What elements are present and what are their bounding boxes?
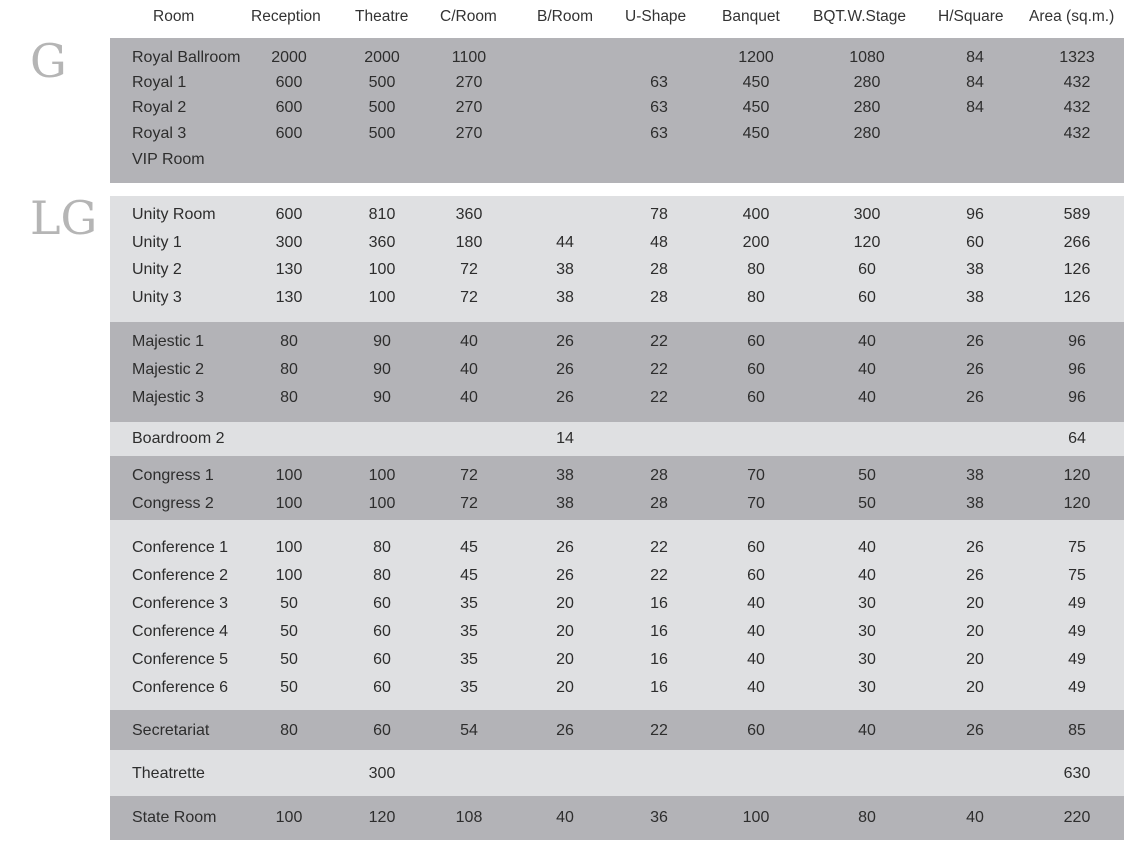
capacity-value: 50	[858, 467, 876, 484]
capacity-value: 26	[966, 567, 984, 584]
capacity-value: 26	[966, 333, 984, 350]
capacity-value: 48	[650, 234, 668, 251]
capacity-value: 72	[460, 467, 478, 484]
capacity-value: 63	[650, 125, 668, 142]
capacity-value: 100	[275, 809, 303, 826]
capacity-value: 50	[858, 495, 876, 512]
column-header: Theatre	[355, 8, 409, 25]
capacity-value: 60	[747, 539, 765, 556]
capacity-value: 40	[858, 539, 876, 556]
table-row	[110, 122, 1124, 148]
capacity-value: 35	[460, 679, 478, 696]
capacity-value: 120	[1063, 495, 1091, 512]
capacity-value: 45	[460, 567, 478, 584]
capacity-value: 60	[747, 333, 765, 350]
table-section	[110, 750, 1124, 796]
capacity-value: 22	[650, 389, 668, 406]
capacity-value: 80	[747, 289, 765, 306]
capacity-value: 500	[368, 99, 396, 116]
capacity-value: 49	[1068, 651, 1086, 668]
capacity-value: 28	[650, 467, 668, 484]
capacity-value: 49	[1068, 595, 1086, 612]
capacity-value: 80	[280, 333, 298, 350]
capacity-value: 60	[373, 623, 391, 640]
capacity-value: 28	[650, 289, 668, 306]
room-name: Conference 3	[132, 595, 229, 612]
capacity-value: 432	[1063, 74, 1091, 91]
capacity-value: 40	[556, 809, 574, 826]
capacity-value: 16	[650, 595, 668, 612]
table-row	[110, 330, 1124, 356]
table-row	[110, 806, 1124, 832]
capacity-value: 84	[966, 49, 984, 66]
capacity-value: 120	[1063, 467, 1091, 484]
capacity-value: 20	[556, 623, 574, 640]
capacity-value: 44	[556, 234, 574, 251]
table-section	[110, 456, 1124, 520]
capacity-value: 96	[1068, 361, 1086, 378]
capacity-value: 100	[368, 289, 396, 306]
capacity-value: 60	[747, 567, 765, 584]
table-row	[110, 719, 1124, 745]
capacity-value: 26	[556, 333, 574, 350]
capacity-value: 38	[966, 467, 984, 484]
room-name: Conference 1	[132, 539, 229, 556]
room-name: Unity 3	[132, 289, 182, 306]
table-row	[110, 676, 1124, 702]
capacity-value: 600	[275, 99, 303, 116]
capacity-value: 2000	[271, 49, 307, 66]
capacity-value: 600	[275, 74, 303, 91]
column-header: Area (sq.m.)	[1029, 8, 1115, 25]
capacity-value: 96	[1068, 333, 1086, 350]
capacity-value: 38	[966, 495, 984, 512]
capacity-value: 630	[1063, 765, 1091, 782]
room-name: Unity Room	[132, 206, 216, 223]
table-row	[110, 762, 1124, 788]
capacity-value: 96	[1068, 389, 1086, 406]
capacity-value: 22	[650, 567, 668, 584]
capacity-value: 450	[742, 125, 770, 142]
table-row	[110, 258, 1124, 284]
capacity-value: 80	[858, 809, 876, 826]
capacity-value: 26	[556, 361, 574, 378]
capacity-value: 26	[556, 722, 574, 739]
room-name: Majestic 1	[132, 333, 205, 350]
room-name: Secretariat	[132, 722, 210, 739]
capacity-value: 40	[747, 679, 765, 696]
capacity-value: 100	[275, 539, 303, 556]
capacity-value: 600	[275, 206, 303, 223]
room-name: Unity 1	[132, 234, 182, 251]
capacity-value: 38	[556, 495, 574, 512]
capacity-value: 30	[858, 651, 876, 668]
capacity-value: 16	[650, 679, 668, 696]
room-name: Royal 3	[132, 125, 187, 142]
capacity-value: 432	[1063, 99, 1091, 116]
capacity-value: 26	[966, 539, 984, 556]
table-section	[110, 322, 1124, 422]
capacity-value: 100	[368, 261, 396, 278]
capacity-value: 54	[460, 722, 478, 739]
capacity-value: 75	[1068, 567, 1086, 584]
capacity-value: 60	[966, 234, 984, 251]
capacity-value: 26	[966, 389, 984, 406]
capacity-value: 2000	[364, 49, 400, 66]
capacity-value: 38	[556, 467, 574, 484]
capacity-value: 80	[747, 261, 765, 278]
capacity-value: 40	[460, 389, 478, 406]
capacity-value: 60	[373, 595, 391, 612]
room-name: Royal 1	[132, 74, 187, 91]
capacity-value: 280	[853, 74, 881, 91]
room-name: State Room	[132, 809, 217, 826]
room-name: Conference 2	[132, 567, 229, 584]
capacity-value: 63	[650, 99, 668, 116]
capacity-value: 1200	[738, 49, 774, 66]
table-section	[110, 196, 1124, 322]
capacity-value: 360	[368, 234, 396, 251]
capacity-value: 30	[858, 623, 876, 640]
capacity-value: 500	[368, 125, 396, 142]
column-header: H/Square	[938, 8, 1004, 25]
column-header: Banquet	[722, 8, 780, 25]
capacity-value: 300	[853, 206, 881, 223]
capacity-value: 49	[1068, 623, 1086, 640]
capacity-value: 22	[650, 361, 668, 378]
room-name: Royal Ballroom	[132, 49, 241, 66]
column-header: BQT.W.Stage	[813, 8, 907, 25]
capacity-value: 40	[747, 623, 765, 640]
capacity-value: 63	[650, 74, 668, 91]
capacity-value: 84	[966, 99, 984, 116]
capacity-value: 90	[373, 333, 391, 350]
capacity-value: 50	[280, 679, 298, 696]
capacity-value: 80	[280, 722, 298, 739]
capacity-value: 100	[275, 567, 303, 584]
room-name: Majestic 2	[132, 361, 205, 378]
capacity-value: 40	[747, 595, 765, 612]
capacity-value: 22	[650, 539, 668, 556]
capacity-value: 60	[373, 679, 391, 696]
capacity-value: 60	[858, 289, 876, 306]
table-row	[110, 648, 1124, 674]
table-row	[110, 620, 1124, 646]
capacity-value: 108	[455, 809, 483, 826]
capacity-value: 600	[275, 125, 303, 142]
table-section	[110, 710, 1124, 750]
capacity-value: 60	[747, 389, 765, 406]
capacity-value: 70	[747, 467, 765, 484]
capacity-value: 80	[280, 361, 298, 378]
capacity-value: 60	[373, 722, 391, 739]
capacity-value: 450	[742, 74, 770, 91]
column-header: U-Shape	[625, 8, 687, 25]
room-name: Unity 2	[132, 261, 182, 278]
capacity-value: 90	[373, 389, 391, 406]
column-header: C/Room	[440, 8, 497, 25]
capacity-value: 38	[556, 261, 574, 278]
capacity-value: 270	[455, 74, 483, 91]
capacity-value: 35	[460, 623, 478, 640]
capacity-value: 96	[966, 206, 984, 223]
capacity-value: 280	[853, 125, 881, 142]
table-row	[110, 358, 1124, 384]
capacity-value: 26	[556, 389, 574, 406]
table-row	[110, 592, 1124, 618]
capacity-value: 280	[853, 99, 881, 116]
capacity-value: 40	[858, 722, 876, 739]
table-section	[110, 422, 1124, 456]
capacity-value: 270	[455, 99, 483, 116]
capacity-value: 120	[853, 234, 881, 251]
capacity-value: 75	[1068, 539, 1086, 556]
capacity-value: 60	[747, 722, 765, 739]
capacity-value: 36	[650, 809, 668, 826]
capacity-value: 130	[275, 289, 303, 306]
capacity-value: 60	[858, 261, 876, 278]
capacity-value: 100	[368, 495, 396, 512]
capacity-value: 1100	[451, 49, 487, 66]
room-name: Congress 2	[132, 495, 214, 512]
column-header: B/Room	[537, 8, 593, 25]
table-row	[110, 286, 1124, 312]
capacity-value: 49	[1068, 679, 1086, 696]
capacity-value: 20	[556, 595, 574, 612]
capacity-value: 100	[275, 495, 303, 512]
capacity-value: 35	[460, 595, 478, 612]
capacity-value: 50	[280, 623, 298, 640]
capacity-value: 22	[650, 722, 668, 739]
room-name: Majestic 3	[132, 389, 205, 406]
capacity-value: 16	[650, 623, 668, 640]
capacity-value: 50	[280, 595, 298, 612]
capacity-value: 360	[455, 206, 483, 223]
capacity-value: 26	[556, 567, 574, 584]
room-name: VIP Room	[132, 151, 205, 168]
capacity-value: 400	[742, 206, 770, 223]
capacity-value: 20	[966, 595, 984, 612]
capacity-value: 40	[858, 333, 876, 350]
capacity-value: 22	[650, 333, 668, 350]
capacity-value: 432	[1063, 125, 1091, 142]
capacity-value: 40	[747, 651, 765, 668]
capacity-value: 80	[373, 539, 391, 556]
table-section	[110, 38, 1124, 183]
capacity-value: 60	[373, 651, 391, 668]
capacity-value: 126	[1063, 261, 1091, 278]
capacity-value: 64	[1068, 430, 1086, 447]
capacity-value: 85	[1068, 722, 1086, 739]
capacity-value: 84	[966, 74, 984, 91]
table-section	[110, 796, 1124, 840]
capacity-value: 500	[368, 74, 396, 91]
room-name: Congress 1	[132, 467, 214, 484]
capacity-value: 72	[460, 289, 478, 306]
table-row	[110, 46, 1124, 72]
capacity-value: 60	[747, 361, 765, 378]
table-row	[110, 464, 1124, 490]
table-row	[110, 148, 1124, 174]
capacity-value: 30	[858, 595, 876, 612]
capacity-value: 38	[556, 289, 574, 306]
room-name: Conference 4	[132, 623, 229, 640]
capacity-value: 40	[460, 361, 478, 378]
capacity-value: 20	[966, 623, 984, 640]
capacity-value: 1080	[849, 49, 885, 66]
capacity-value: 45	[460, 539, 478, 556]
capacity-value: 14	[556, 430, 574, 447]
column-header: Room	[153, 8, 195, 25]
table-row	[110, 386, 1124, 412]
capacity-value: 40	[858, 389, 876, 406]
floor-label-g: G	[30, 34, 67, 88]
room-name: Conference 6	[132, 679, 229, 696]
table-row	[110, 71, 1124, 97]
table-section	[110, 520, 1124, 710]
capacity-value: 220	[1063, 809, 1091, 826]
capacity-value: 30	[858, 679, 876, 696]
table-row	[110, 96, 1124, 122]
capacity-value: 40	[858, 567, 876, 584]
column-header: Reception	[251, 8, 321, 25]
capacity-value: 35	[460, 651, 478, 668]
capacity-value: 26	[966, 722, 984, 739]
capacity-value: 120	[368, 809, 396, 826]
table-row	[110, 536, 1124, 562]
room-name: Boardroom 2	[132, 430, 225, 447]
capacity-value: 450	[742, 99, 770, 116]
capacity-value: 50	[280, 651, 298, 668]
capacity-value: 300	[368, 765, 396, 782]
capacity-value: 270	[455, 125, 483, 142]
table-row	[110, 203, 1124, 229]
capacity-value: 80	[373, 567, 391, 584]
capacity-value: 40	[858, 361, 876, 378]
capacity-value: 78	[650, 206, 668, 223]
capacity-value: 200	[742, 234, 770, 251]
capacity-value: 72	[460, 495, 478, 512]
table-row	[110, 231, 1124, 257]
capacity-value: 80	[280, 389, 298, 406]
capacity-value: 38	[966, 261, 984, 278]
capacity-value: 589	[1063, 206, 1091, 223]
capacity-value: 266	[1063, 234, 1091, 251]
floor-label-lg: LG	[30, 191, 98, 245]
capacity-value: 26	[966, 361, 984, 378]
room-name: Conference 5	[132, 651, 229, 668]
capacity-value: 28	[650, 261, 668, 278]
capacity-value: 28	[650, 495, 668, 512]
room-name: Royal 2	[132, 99, 187, 116]
capacity-value: 20	[966, 651, 984, 668]
room-name: Theatrette	[132, 765, 205, 782]
capacity-value: 300	[275, 234, 303, 251]
capacity-value: 100	[275, 467, 303, 484]
capacity-value: 20	[966, 679, 984, 696]
capacity-value: 1323	[1059, 49, 1095, 66]
capacity-value: 40	[460, 333, 478, 350]
capacity-value: 100	[368, 467, 396, 484]
capacity-value: 38	[966, 289, 984, 306]
capacity-value: 72	[460, 261, 478, 278]
capacity-value: 130	[275, 261, 303, 278]
capacity-value: 40	[966, 809, 984, 826]
capacity-value: 126	[1063, 289, 1091, 306]
capacity-value: 20	[556, 679, 574, 696]
table-row	[110, 427, 1124, 453]
capacity-value: 16	[650, 651, 668, 668]
capacity-value: 26	[556, 539, 574, 556]
capacity-value: 180	[455, 234, 483, 251]
table-row	[110, 564, 1124, 590]
table-row	[110, 492, 1124, 518]
capacity-value: 70	[747, 495, 765, 512]
capacity-value: 20	[556, 651, 574, 668]
capacity-value: 100	[742, 809, 770, 826]
capacity-value: 810	[368, 206, 396, 223]
table-header	[0, 4, 1138, 32]
capacity-value: 90	[373, 361, 391, 378]
